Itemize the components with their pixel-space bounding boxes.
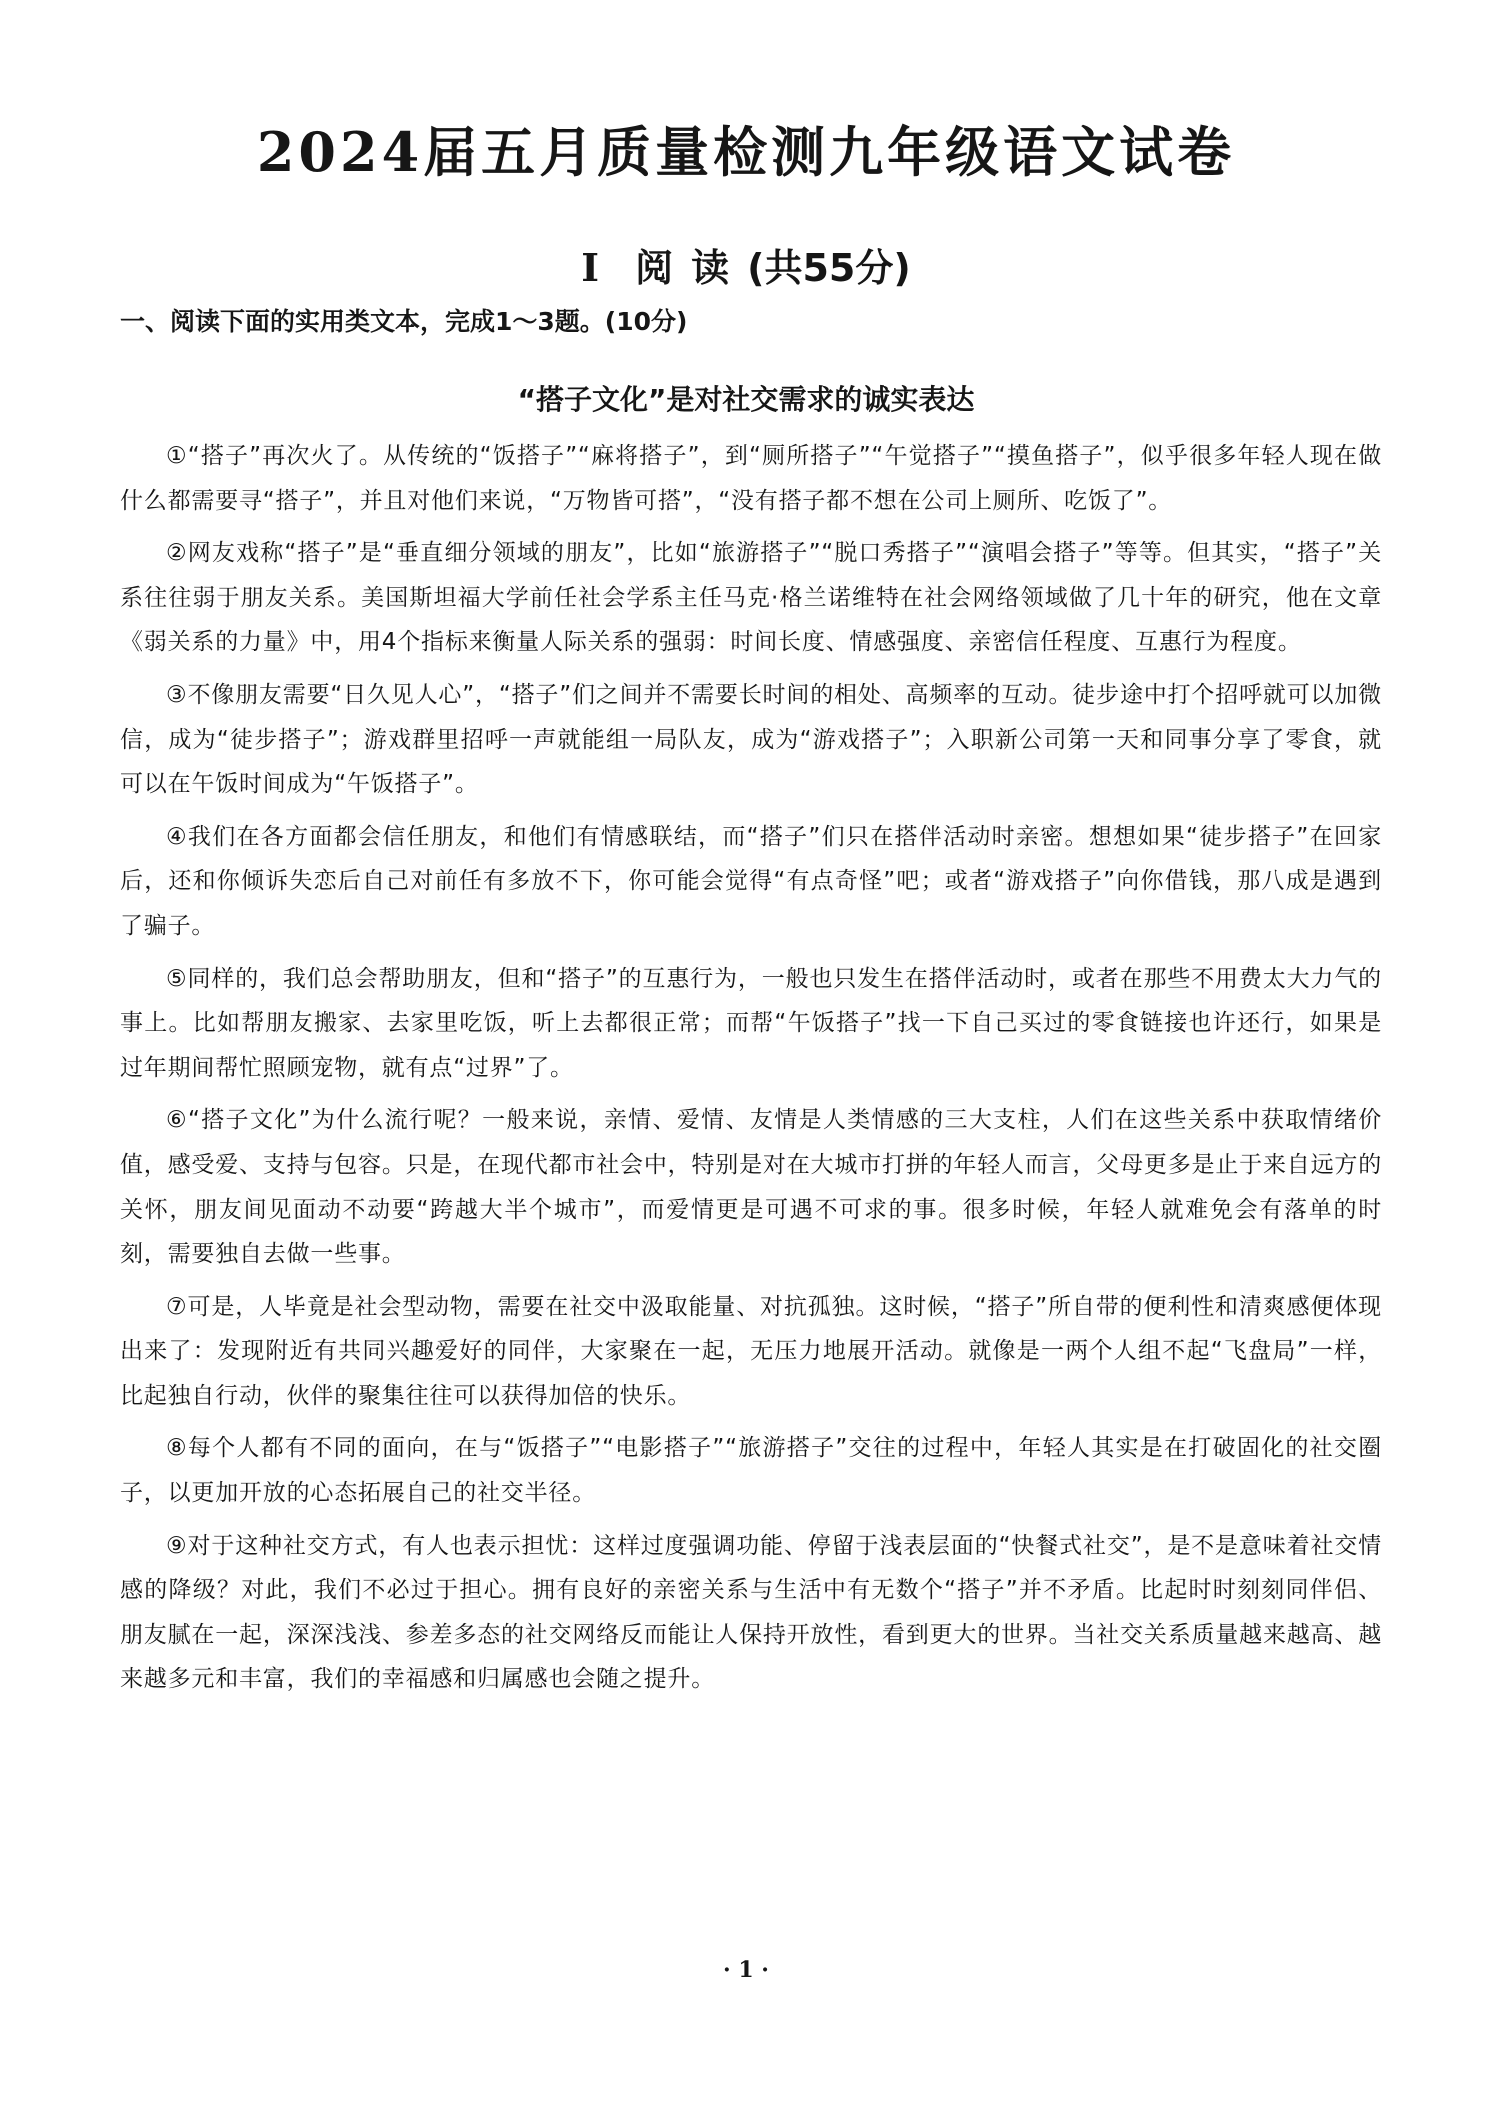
paragraph-5: ⑤同样的，我们总会帮助朋友，但和“搭子”的互惠行为，一般也只发生在搭伴活动时，或者在那些不用费太大力气的事上。比如帮朋友搬家、去家里吃饭，听上去都很正常；而帮“午饭搭子”找一下自己买过的零食链接也许还行，如果是过年期间帮忙照顾宠物，就有点“过界”了。 xyxy=(120,965,1382,1081)
exam-title: 2024届五月质量检测九年级语文试卷 xyxy=(256,120,1236,184)
paragraph-2: ②网友戏称“搭子”是“垂直细分领域的朋友”，比如“旅游搭子”“脱口秀搭子”“演唱会搭子”等等。但其实，“搭子”关系往往弱于朋友关系。美国斯坦福大学前任社会学系主任马克·格兰诺维特在社会网络领域做了几十年的研究，他在文章《弱关系的力量》中，用4个指标来衡量人际关系的强弱：时间长度、情感强度、亲密信任程度、互惠行为程度。 xyxy=(120,540,1382,656)
paragraph-3: ③不像朋友需要“日久见人心”，“搭子”们之间并不需要长时间的相处、高频率的互动。徒步途中打个招呼就可以加微信，成为“徒步搭子”；游戏群里招呼一声就能组一局队友，成为“游戏搭子”；入职新公司第一天和同事分享了零食，就可以在午饭时间成为“午饭搭子”。 xyxy=(120,681,1382,798)
paragraph-6: ⑥“搭子文化”为什么流行呢？一般来说，亲情、爱情、友情是人类情感的三大支柱，人们在这些关系中获取情绪价值，感受爱、支持与包容。只是，在现代都市社会中，特别是对在大城市打拼的年轻人而言，父母更多是止于来自远方的关怀，朋友间见面动不动要“跨越大半个城市”，而爱情更是可遇不可求的事。很多时候，年轻人就难免会有落单的时刻，需要独自去做一些事。 xyxy=(120,1107,1382,1268)
paragraph-4: ④我们在各方面都会信任朋友，和他们有情感联结，而“搭子”们只在搭伴活动时亲密。想想如果“徒步搭子”在回家后，还和你倾诉失恋后自己对前任有多放不下，你可能会觉得“有点奇怪”吧；或者“游戏搭子”向你借钱，那八成是遇到了骗子。 xyxy=(120,823,1382,939)
part-name: 阅读 xyxy=(635,246,748,290)
paragraph-7: ⑦可是，人毕竟是社会型动物，需要在社交中汲取能量、对抗孤独。这时候，“搭子”所自带的便利性和清爽感便体现出来了：发现附近有共同兴趣爱好的同伴，大家聚在一起，无压力地展开活动。就像是一两个人组不起“飞盘局”一样，比起独自行动，伙伴的聚集往往可以获得加倍的快乐。 xyxy=(120,1293,1382,1409)
question-instruction: 一、阅读下面的实用类文本，完成1～3题。(10分) xyxy=(120,307,688,336)
article-title: “搭子文化”是对社交需求的诚实表达 xyxy=(517,383,975,416)
paragraph-1: ①“搭子”再次火了。从传统的“饭搭子”“麻将搭子”，到“厕所搭子”“午觉搭子”“摸鱼搭子”，似乎很多年轻人现在做什么都需要寻“搭子”，并且对他们来说，“万物皆可搭”，“没有搭子都不想在公司上厕所、吃饭了”。 xyxy=(120,443,1382,514)
article-body xyxy=(120,434,1382,1710)
part-roman-numeral: Ⅰ xyxy=(581,245,600,290)
paragraph-9: ⑨对于这种社交方式，有人也表示担忧：这样过度强调功能、停留于浅表层面的“快餐式社交”，是不是意味着社交情感的降级？对此，我们不必过于担心。拥有良好的亲密关系与生活中有无数个“搭子”并不矛盾。比起时时刻刻同伴侣、朋友腻在一起，深深浅浅、参差多态的社交网络反而能让人保持开放性，看到更大的世界。当社交关系质量越来越高、越来越多元和丰富，我们的幸福感和归属感也会随之提升。 xyxy=(120,1532,1382,1693)
part-title xyxy=(0,240,1492,296)
page-number: · 1 · xyxy=(723,1957,769,1983)
part-score: (共55分) xyxy=(747,246,911,290)
paragraph-8: ⑧每个人都有不同的面向，在与“饭搭子”“电影搭子”“旅游搭子”交往的过程中，年轻人其实是在打破固化的社交圈子，以更加开放的心态拓展自己的社交半径。 xyxy=(120,1435,1382,1507)
